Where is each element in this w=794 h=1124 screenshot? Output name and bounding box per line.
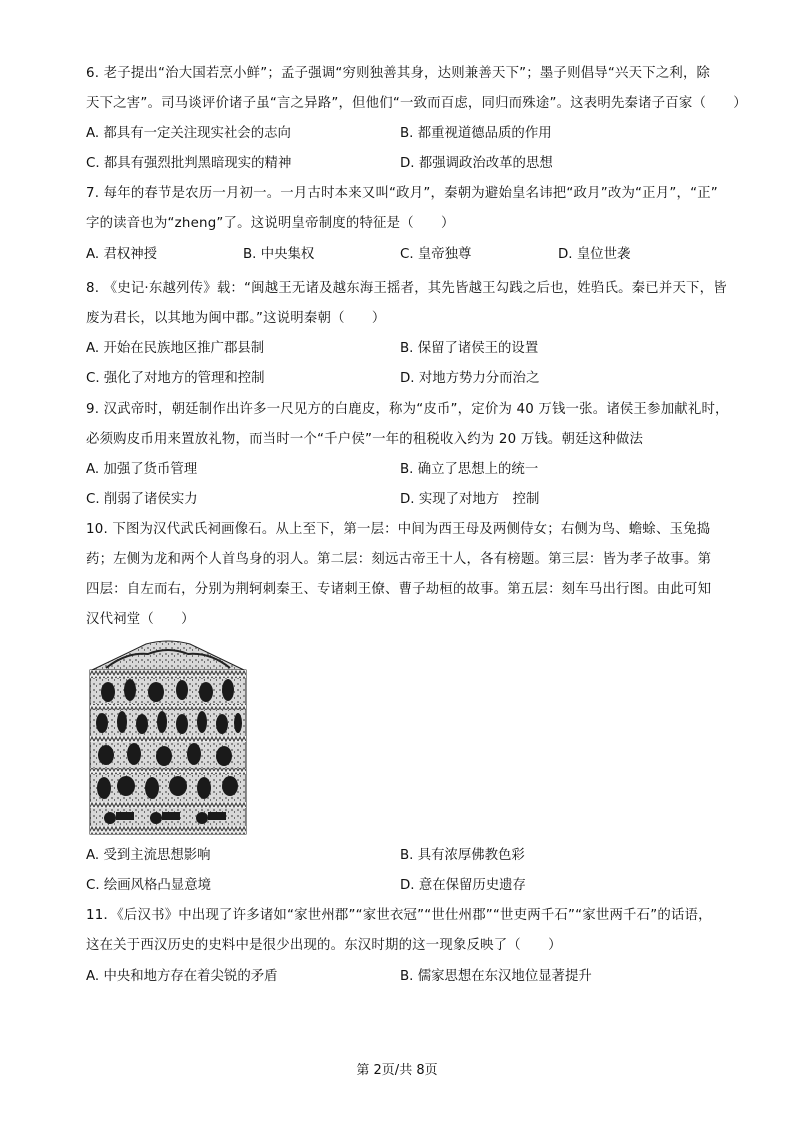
q10-stem-line-3: 四层：自左而右，分别为荆轲刺秦王、专诸刺王僚、曹子劫桓的故事。第五层：刻车马出行图。由此可知 [86, 582, 712, 597]
q10-stem-line-2: 药；左侧为龙和两个人首鸟身的羽人。第二层：刻远古帝王十人，各有榜题。第三层：皆为孝子故事。第 [86, 552, 712, 567]
q8-option-d[interactable]: D. 对地方势力分而治之 [400, 371, 540, 386]
q6-option-d[interactable]: D. 都强调政治改革的思想 [400, 156, 553, 171]
q9-option-c[interactable]: C. 削弱了诸侯实力 [86, 492, 198, 507]
q10-stem-line-4: 汉代祠堂（ ） [86, 612, 195, 627]
q9-stem-line-2: 必须购皮币用来置放礼物，而当时一个“千户侯”一年的租税收入约为 20 万钱。朝廷这种做法 [86, 432, 644, 447]
q11-stem-line-2: 这在关于西汉历史的史料中是很少出现的。东汉时期的这一现象反映了（ ） [86, 938, 562, 953]
page-number-footer: 第 2页/共 8页 [356, 1063, 438, 1078]
q10-option-b[interactable]: B. 具有浓厚佛教色彩 [400, 848, 525, 863]
q7-option-b[interactable]: B. 中央集权 [243, 247, 315, 262]
q9-option-b[interactable]: B. 确立了思想上的统一 [400, 462, 539, 477]
q7-stem-line-1: 7. 每年的春节是农历一月初一。一月古时本来又叫“政月”，秦朝为避始皇名讳把“政月”改为“正月”，“正” [86, 186, 718, 201]
q11-option-a[interactable]: A. 中央和地方存在着尖锐的矛盾 [86, 969, 278, 984]
q11-stem-line-1: 11．《后汉书》中出现了许多诸如“家世州郡”“家世衣冠”“世仕州郡”“世吏两千石”“家世两千石”的话语， [86, 908, 712, 923]
q8-option-a[interactable]: A. 开始在民族地区推广郡县制 [86, 341, 265, 356]
q7-option-a[interactable]: A. 君权神授 [86, 247, 157, 262]
q7-option-d[interactable]: D. 皇位世袭 [558, 247, 631, 262]
q7-option-c[interactable]: C. 皇帝独尊 [400, 247, 472, 262]
q6-option-a[interactable]: A. 都具有一定关注现实社会的志向 [86, 126, 291, 141]
q9-option-a[interactable]: A. 加强了货币管理 [86, 462, 198, 477]
q8-option-b[interactable]: B. 保留了诸侯王的设置 [400, 341, 539, 356]
q6-option-c[interactable]: C. 都具有强烈批判黑暗现实的精神 [86, 156, 292, 171]
q7-stem-line-2: 字的读音也为“zheng”了。这说明皇帝制度的特征是（ ） [86, 216, 455, 231]
q9-stem-line-1: 9. 汉武帝时，朝廷制作出许多一尺见方的白鹿皮，称为“皮币”，定价为 40 万钱一张。诸侯王参加献礼时， [86, 402, 729, 417]
q9-option-d[interactable]: D. 实现了对地方 控制 [400, 492, 540, 507]
q6-stem-line-2: 天下之害”。司马谈评价诸子虽“言之异路”，但他们“一致而百虑，同归而殊途”。这表明先秦诸子百家（ ） [86, 96, 747, 111]
q11-option-b[interactable]: B. 儒家思想在东汉地位显著提升 [400, 969, 592, 984]
q6-stem-line-1: 6. 老子提出“治大国若烹小鲜”；孟子强调“穷则独善其身，达则兼善天下”；墨子则倡导“兴天下之利，除 [86, 66, 711, 81]
q8-stem-line-2: 废为君长，以其地为闽中郡。”这说明秦朝（ ） [86, 311, 386, 326]
q8-option-c[interactable]: C. 强化了对地方的管理和控制 [86, 371, 265, 386]
q10-stem-line-1: 10. 下图为汉代武氏祠画像石。从上至下，第一层：中间为西王母及两侧侍女；右侧为鸟、蟾蜍、玉兔捣 [86, 522, 711, 537]
wu-shrine-stone-relief-image [86, 640, 250, 838]
q10-option-c[interactable]: C. 绘画风格凸显意境 [86, 878, 211, 893]
q10-option-d[interactable]: D. 意在保留历史遗存 [400, 878, 526, 893]
q8-stem-line-1: 8. 《史记·东越列传》载：“闽越王无诸及越东海王摇者，其先皆越王勾践之后也，姓驺氏。秦已并天下，皆 [86, 281, 727, 296]
q10-option-a[interactable]: A. 受到主流思想影响 [86, 848, 211, 863]
q6-option-b[interactable]: B. 都重视道德品质的作用 [400, 126, 552, 141]
